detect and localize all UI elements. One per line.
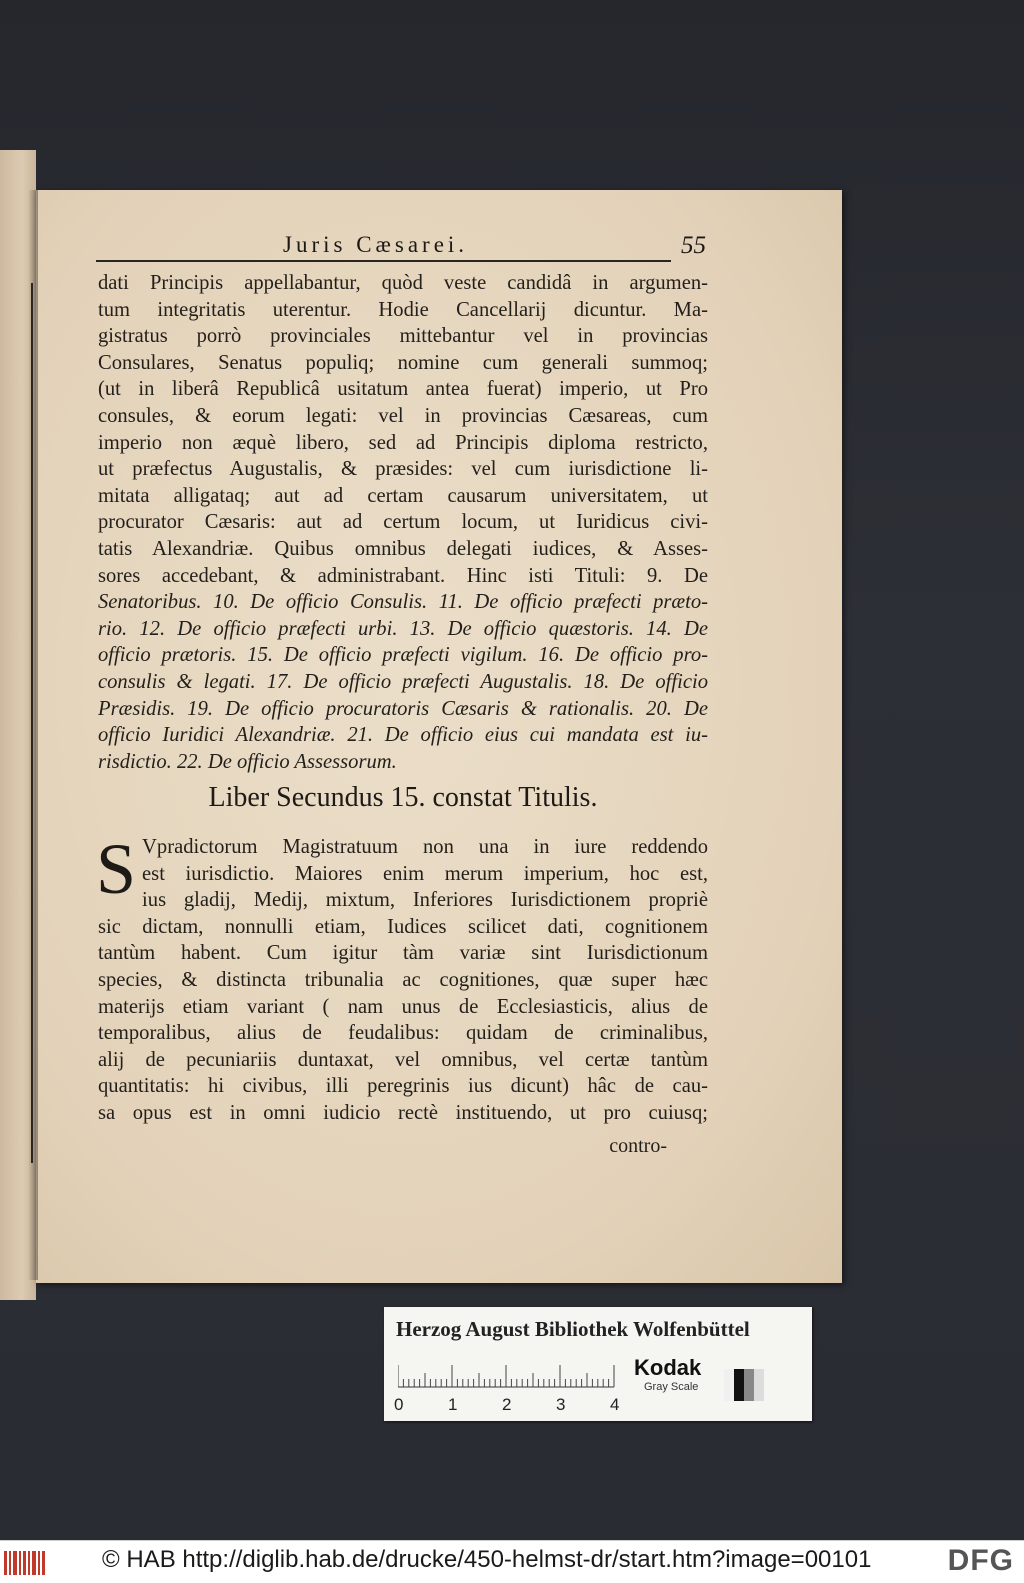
section-heading: Liber Secundus 15. constat Titulis.	[208, 782, 598, 813]
text-line: gistratus porrò provinciales mittebantur vel in provincias	[98, 325, 708, 348]
kodak-logo: Kodak	[634, 1355, 702, 1380]
title-list-line: rio. 12. De officio præfecti urbi. 13. De officio quæstoris. 14. De	[98, 617, 708, 640]
header-rule	[96, 260, 671, 262]
text-line: procurator Cæsaris: aut ad certum locum, ut Iuridicus civi-	[98, 511, 708, 534]
text-line: sa opus est in omni iudicio rectè instituendo, ut pro cuiusq;	[98, 1101, 708, 1124]
text-line: Vpradictorum Magistratuum non una in iure reddendo	[142, 836, 708, 858]
text-line: sores accedebant, & administrabant. Hinc isti Tituli: 9. De	[98, 564, 708, 587]
ruler-label: 0	[394, 1395, 404, 1414]
ruler-label: 3	[556, 1395, 566, 1414]
text-line: tatis Alexandriæ. Quibus omnibus delegati iudices, & Asses-	[98, 537, 708, 560]
title-list-line: officio Iuridici Alexandriæ. 21. De officio eius cui mandata est iu-	[98, 724, 708, 747]
title-list-line: Senatoribus. 10. De officio Consulis. 11. De officio præfecti præto-	[98, 591, 708, 614]
text-line: sic dictam, nonnulli etiam, Iudices scilicet dati, cognitionem	[98, 915, 708, 938]
gray-scale-label: Gray Scale	[644, 1381, 699, 1393]
gutter-shadow	[28, 190, 38, 1280]
margin-line	[31, 283, 33, 1163]
title-list-line: risdictio. 22. De officio Assessorum.	[98, 750, 397, 773]
dfg-logo: DFG	[947, 1544, 1014, 1577]
title-list-line: officio prætoris. 15. De officio præfecti vigilum. 16. De officio pro-	[98, 644, 708, 667]
text-line: consules, & eorum legati: vel in provincias Cæsareas, cum	[98, 404, 708, 427]
text-line: est iurisdictio. Maiores enim merum imperium, hoc est,	[142, 862, 708, 885]
running-head: Juris Cæsarei.	[283, 232, 469, 257]
text-line: species, & distincta tribunalia ac cognitiones, quæ super hæc	[98, 968, 708, 991]
text-line: quantitatis: hi civibus, illi peregrinis ius dicunt) hâc de cau-	[98, 1075, 708, 1098]
catchword: contro-	[609, 1135, 667, 1157]
text-line: imperio non æquè libero, sed ad Principis diploma restricto,	[98, 431, 708, 454]
title-list-line: consulis & legati. 17. De officio præfecti Augustalis. 18. De officio	[98, 670, 708, 693]
barcode-icon	[4, 1551, 48, 1575]
drop-cap: S	[96, 829, 137, 909]
ruler-label: 2	[502, 1395, 512, 1414]
text-line: tum integritatis uterentur. Hodie Cancellarij dicuntur. Ma-	[98, 298, 708, 321]
text-line: mitata alligataq; aut ad certam causarum universitatem, ut	[98, 484, 708, 507]
text-line: dati Principis appellabantur, quòd veste candidâ in argumen-	[98, 272, 708, 294]
ruler-label: 4	[610, 1395, 620, 1414]
library-name: Herzog August Bibliothek Wolfenbüttel	[396, 1317, 750, 1341]
paragraph-jurisdiction	[96, 829, 708, 1127]
ruler-label: 1	[448, 1395, 458, 1414]
title-list-line: Præsidis. 19. De officio procuratoris Cæsaris & rationalis. 20. De	[98, 697, 708, 720]
scale-ruler	[398, 1357, 618, 1397]
text-line: ut præfectus Augustalis, & præsides: vel cum iurisdictione li-	[98, 458, 708, 481]
page-number: 55	[681, 232, 706, 259]
book-page	[36, 190, 842, 1283]
paragraph-magistrates	[98, 270, 708, 775]
text-line: alij de pecuniariis duntaxat, vel omnibus, vel certæ tantùm	[98, 1048, 708, 1071]
page-header	[136, 232, 706, 272]
gray-swatch	[724, 1369, 764, 1401]
text-line: materijs etiam variant ( nam unus de Ecclesiasticis, alius de	[98, 995, 708, 1018]
color-target-card	[384, 1307, 812, 1421]
text-line: ius gladij, Medij, mixtum, Inferiores Iurisdictionem propriè	[142, 889, 708, 912]
text-line: temporalibus, alius de feudalibus: quidam de criminalibus,	[98, 1022, 708, 1045]
text-line: (ut in liberâ Republicâ usitatum antea fuerat) imperio, ut Pro	[98, 378, 708, 401]
footer-bar	[0, 1540, 1024, 1583]
text-line: tantùm habent. Cum igitur tàm variæ sint Iurisdictionum	[98, 942, 708, 965]
copyright-url: © HAB http://diglib.hab.de/drucke/450-helmst-dr/start.htm?image=00101	[102, 1546, 872, 1573]
text-line: Consulares, Senatus populiq; nomine cum generali summoq;	[98, 351, 708, 374]
